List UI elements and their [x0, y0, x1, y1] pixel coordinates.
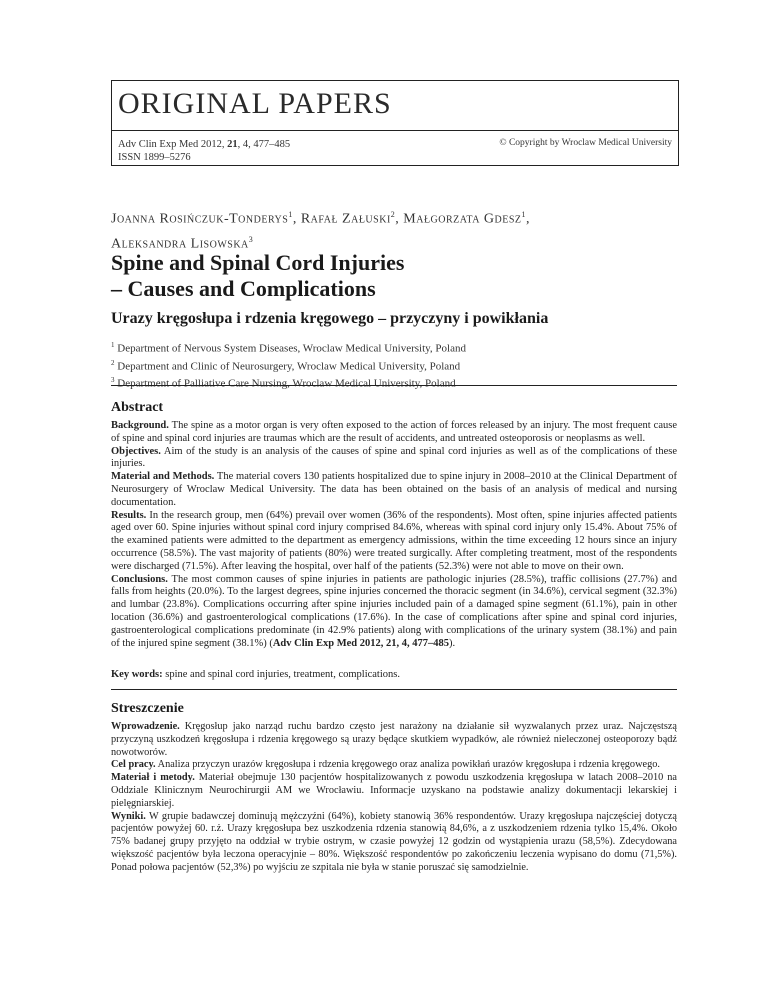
copyright-notice: © Copyright by Wroclaw Medical University — [499, 138, 672, 148]
affiliation: $^3$ Department of Palliative Care Nursing, Wroclaw Medical University, Poland — [111, 376, 456, 390]
journal-header — [111, 80, 679, 166]
keywords: Key words: spine and spinal cord injuries, treatment, complications. — [111, 669, 400, 680]
article-title-polish: Urazy kręgosłupa i rdzenia kręgowego – przyczyny i powikłania — [111, 310, 549, 327]
section-divider — [111, 689, 677, 690]
article-title: Spine and Spinal Cord Injuries – Causes and Complications — [111, 250, 405, 301]
issn: ISSN 1899–5276 — [118, 152, 191, 163]
author-name: Rafał Załuski — [300, 211, 391, 227]
author-list: Joanna Rosińczuk-Tonderys$^1$, Rafał Załuski$^2$, Małgorzata Gdesz$^1$, Aleksandra Lisowska$^3$ — [111, 210, 531, 252]
section-divider — [111, 385, 677, 386]
journal-citation: Adv Clin Exp Med 2012, 21, 4, 477–485 ISSN 1899–5276 — [118, 139, 291, 163]
affiliation: $^1$ Department of Nervous System Diseases, Wroclaw Medical University, Poland — [111, 341, 466, 355]
author-name: Aleksandra Lisowska — [111, 236, 249, 252]
abstract-heading: Abstract — [111, 400, 164, 415]
streszczenie-body: Wprowadzenie. Kręgosłup jako narząd ruchu bardzo często jest narażony na działanie sił wyzwalanych przez uraz. Najczęstszą przyczyną uszkodzeń kręgosłupa i rdzenia kręgowego są urazy będące skutkiem wypadków, ale również nieleczonej osteoporozy bądź nowotworów. Cel pracy. Analiza przyczyn urazów kręgosłupa i rdzenia kręgowego oraz analiza powikłań urazów kręgosłupa i rdzenia kręgowego. Materiał i metody. Materiał obejmuje 130 pacjentów hospitalizowanych z powodu uszkodzenia kręgosłupa w latach 2008–2010 na Oddziale Klinicznym Neurochirurgii AM we Wrocławiu. Informacje uzyskano na podstawie analizy dokumentacji lekarskiej i pielęgniarskiej. Wyniki. W grupie badawczej dominują mężczyźni (64%), kobiety stanowią 36% respondentów. Urazy kręgosłupa najczęściej dotyczą pacjentów powyżej 60. r.ż. Urazy kręgosłupa bez uszkodzenia rdzenia stanowią 84,6%, a z uszkodzeniem rdzenia tylko 15,4%. Około 75% badanej grupy przyjęto na oddział w trybie ostrym, w czasie powyżej 12 godzin od wystąpienia urazu (58,5%). Zdecydowana większość pacjentów była leczona operacyjnie – 80%. Większość respondentów po zakończeniu leczenia wypisano do domu (71,5%). Ponad połowa pacjentów (52,3%) po wyjściu ze szpitala nie była w stanie poruszać się samodzielnie. — [111, 721, 677, 873]
author-name: Joanna Rosińczuk-Tonderys — [111, 211, 289, 227]
author-name: Małgorzata Gdesz — [403, 211, 522, 227]
abstract-body: Background. The spine as a motor organ is very often exposed to the action of forces released by an injury. The most frequent cause of spine and spinal cord injuries are traumas which are the result of accidents, and untreated osteoporosis or neoplasms as well. Objectives. Aim of the study is an analysis of the causes of spine and spinal cord injuries as well as of the complications of these injuries. Material and Methods. The material covers 130 patients hospitalized due to spine injury in 2008–2010 at the Clinical Department of Neurosurgery of Wroclaw Medical University. The data has been obtained on the basis of an analysis of medical and nursing documentation. Results. In the research group, men (64%) prevail over women (36% of the respondents). Most often, spine injuries affected patients aged over 60. Spine injuries without spinal cord injury comprised 84.6%, whereas with spinal cord injury only 15.4%. About 75% of the examined patients were admitted to the department as emergency admissions, within the time exceeding 12 hours since an injury occurrence (58.5%). The vast majority of patients (80%) were treated surgically. After completing treatment, most of the respondents were discharged (71.5%). After leaving the hospital, over half of the patients (52.3%) were not able to move on their own. Conclusions. The most common causes of spine injuries in patients are pathologic injuries (28.5%), traffic collisions (27.7%) and falls from heights (20.0%). To the largest degrees, spine injuries concerned the thoracic segment (in 34.6%), cervical segment (32.3%) and lumbar (23.8%). Complications occurring after spine injuries included pain of a damaged spine segment (61.1%), pain in other location (36.6%) and gastroenterological complications (17.6%). In the case of complications after spine and spinal cord injuries, gastroenterological complications predominate (in 42.9% patients) along with complications of the urinary system (38.1%) and pain of the injured spine segment (38.1%) (Adv Clin Exp Med 2012, 21, 4, 477–485). — [111, 420, 677, 649]
volume-number: 21 — [227, 139, 238, 150]
affiliations — [111, 338, 677, 391]
header-divider — [112, 130, 678, 131]
streszczenie-heading: Streszczenie — [111, 701, 184, 716]
affiliation: $^2$ Department and Clinic of Neurosurgery, Wroclaw Medical University, Poland — [111, 358, 461, 373]
section-banner: ORIGINAL PAPERS — [118, 87, 392, 120]
